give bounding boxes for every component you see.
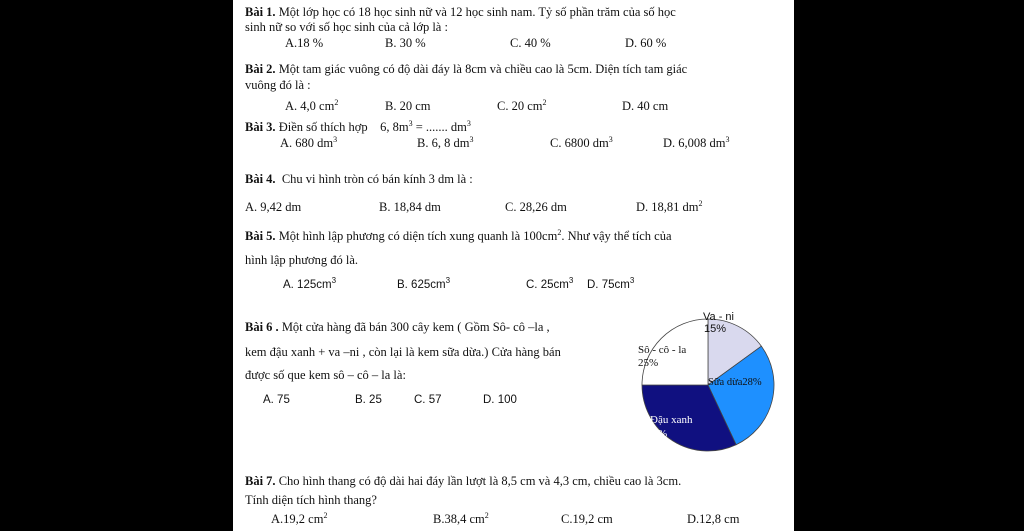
- q6-choice-d[interactable]: D. 100: [483, 394, 517, 406]
- q3-choice-c-sup: 3: [608, 134, 613, 144]
- q1-choice-b[interactable]: B. 30 %: [385, 36, 426, 50]
- q1-text: Một lớp học có 18 học sinh nữ và 12 học sinh nam. Tỷ số phần trăm của số học: [278, 5, 676, 19]
- q4-choice-b[interactable]: B. 18,84 dm: [379, 200, 441, 214]
- q5-sup: 2: [557, 227, 562, 237]
- q5-choice-a-sup: 3: [331, 276, 337, 286]
- pie-label-vani: Va - ni: [703, 311, 734, 323]
- q2-choice-c-sup: 2: [542, 97, 547, 107]
- q2-line1: [245, 62, 687, 76]
- q4-line1: [245, 172, 473, 186]
- q2-text: Một tam giác vuông có độ dài đáy là 8cm và chiều cao là 5cm. Diện tích tam giác: [278, 62, 688, 76]
- q6-line3: được số que kem sô – cô – la là:: [245, 368, 406, 382]
- q2-choice-c[interactable]: [497, 99, 546, 113]
- q3-line1: [245, 120, 471, 134]
- q3-expr-blank: = ....... dm: [412, 120, 467, 134]
- q6-line2: kem đậu xanh + va –ni , còn lại là kem sữa dừa.) Cửa hàng bán: [245, 345, 561, 359]
- q7-choice-c[interactable]: C.19,2 cm: [561, 512, 613, 526]
- q3-choice-a[interactable]: [280, 136, 337, 150]
- q7-choice-a-text: A.19,2 cm: [271, 512, 324, 526]
- q2-line2: vuông đó là :: [245, 78, 311, 92]
- q4-choice-d[interactable]: [636, 200, 703, 214]
- q3-label: Bài 3.: [245, 120, 276, 134]
- q3-choice-d-sup: 3: [725, 134, 730, 144]
- q1-choice-c[interactable]: C. 40 %: [510, 36, 551, 50]
- q4-choice-c[interactable]: C. 28,26 dm: [505, 200, 567, 214]
- q3-choice-c[interactable]: [550, 136, 613, 150]
- pie-label-dauxanh: Đậu xanh: [650, 414, 693, 426]
- q1-choice-a[interactable]: A.18 %: [285, 36, 324, 50]
- q3-choice-a-sup: 3: [333, 134, 338, 144]
- q1-label: Bài 1.: [245, 5, 276, 19]
- q3-choice-c-text: C. 6800 dm: [550, 136, 609, 150]
- q2-choice-a[interactable]: [285, 99, 338, 113]
- q5-choice-c-text: C. 25cm: [526, 279, 569, 291]
- q2-choice-a-sup: 2: [334, 97, 339, 107]
- q5-line1: [245, 229, 672, 243]
- q3-blank-sup: 3: [466, 118, 471, 128]
- q5-choice-c[interactable]: [526, 278, 573, 292]
- q3-choice-b-text: B. 6, 8 dm: [417, 136, 470, 150]
- q2-choice-c-text: C. 20 cm: [497, 99, 543, 113]
- q6-label: Bài 6 .: [245, 320, 279, 334]
- q5-choice-a-text: A. 125cm: [283, 279, 332, 291]
- q5-choice-a[interactable]: [283, 278, 336, 292]
- q7-text: Cho hình thang có độ dài hai đáy lần lượt là 8,5 cm và 4,3 cm, chiều cao là 3cm.: [278, 474, 682, 488]
- q2-choice-a-text: A. 4,0 cm: [285, 99, 335, 113]
- q5-line2: hình lập phương đó là.: [245, 253, 359, 267]
- q4-choice-d-sup: 2: [698, 198, 703, 208]
- q6-choice-c[interactable]: C. 57: [414, 394, 442, 406]
- q6-line1: [245, 320, 550, 334]
- q5-choice-d-text: D. 75cm: [587, 279, 630, 291]
- q3-choice-b[interactable]: [417, 136, 473, 150]
- pie-label-suadua: Sữa dừa28%: [708, 377, 762, 388]
- q7-label: Bài 7.: [245, 474, 276, 488]
- q7-choice-b-text: B.38,4 cm: [433, 512, 485, 526]
- q7-choice-a[interactable]: [271, 512, 327, 526]
- q2-choice-d[interactable]: D. 40 cm: [622, 99, 669, 113]
- q3-text: Điền số thích hợp: [278, 120, 368, 134]
- q6-choice-a[interactable]: A. 75: [263, 394, 290, 406]
- q1-line1: [245, 5, 676, 19]
- q5-choice-b-sup: 3: [445, 276, 451, 286]
- q6-text: Một cửa hàng đã bán 300 cây kem ( Gồm Sô- cô –la ,: [281, 320, 550, 334]
- q3-expr: 6, 8m: [380, 120, 409, 134]
- q2-choice-b[interactable]: B. 20 cm: [385, 99, 431, 113]
- pie-label-dauxanh-pct: 32%: [647, 428, 668, 440]
- q7-choice-a-sup: 2: [323, 510, 328, 520]
- q4-choice-d-text: D. 18,81 dm: [636, 200, 699, 214]
- pie-label-vani-pct: 15%: [704, 323, 727, 335]
- q7-line2: Tính diện tích hình thang?: [245, 493, 377, 507]
- q5-text-b: . Như vậy thể tích của: [561, 229, 672, 243]
- q4-choice-a[interactable]: A. 9,42 dm: [245, 200, 302, 214]
- q5-label: Bài 5.: [245, 229, 276, 243]
- q3-choice-a-text: A. 680 dm: [280, 136, 334, 150]
- q3-choice-d-text: D. 6,008 dm: [663, 136, 726, 150]
- q5-choice-d[interactable]: [587, 278, 634, 292]
- q3-expr-sup: 3: [408, 118, 413, 128]
- q7-choice-b-sup: 2: [484, 510, 489, 520]
- pie-label-socola: Sô - cô - la: [638, 344, 687, 356]
- q1-choice-d[interactable]: D. 60 %: [625, 36, 667, 50]
- q4-label: Bài 4.: [245, 172, 276, 186]
- q3-choice-d[interactable]: [663, 136, 730, 150]
- q2-label: Bài 2.: [245, 62, 276, 76]
- q1-line2: sinh nữ so với số học sinh của cả lớp là :: [245, 20, 448, 34]
- q7-line1: [245, 474, 681, 488]
- q5-text-a: Một hình lập phương có diện tích xung quanh là 100cm: [278, 229, 558, 243]
- q5-choice-c-sup: 3: [568, 276, 574, 286]
- q5-choice-d-sup: 3: [629, 276, 635, 286]
- pie-label-socola-pct: 25%: [638, 357, 659, 369]
- q3-choice-b-sup: 3: [469, 134, 474, 144]
- q5-choice-b[interactable]: [397, 278, 450, 292]
- worksheet-page: [233, 0, 794, 531]
- q7-choice-d[interactable]: D.12,8 cm: [687, 512, 740, 526]
- q5-choice-b-text: B. 625cm: [397, 279, 446, 291]
- q7-choice-b[interactable]: [433, 512, 489, 526]
- q4-text: Chu vi hình tròn có bán kính 3 dm là :: [281, 172, 473, 186]
- q6-choice-b[interactable]: B. 25: [355, 394, 382, 406]
